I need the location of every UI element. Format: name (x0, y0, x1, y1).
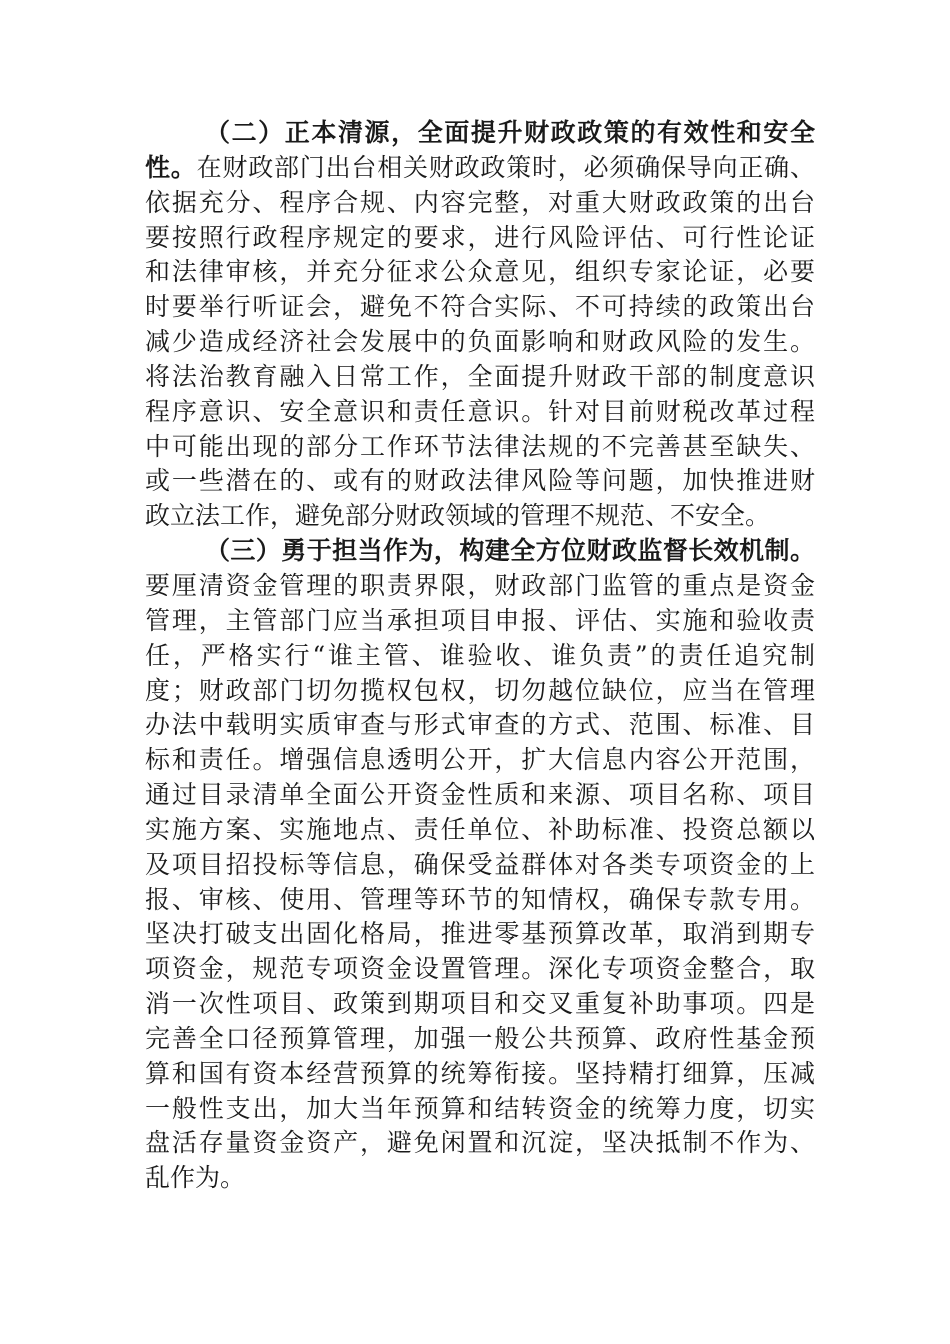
section-3-line: 任，严格实行“谁主管、谁验收、谁负责”的责任追究制 (145, 640, 815, 670)
section-2-line (145, 151, 815, 186)
section-2-line: 减少造成经济社会发展中的负面影响和财政风险的发生。 (145, 327, 815, 357)
section-2-line: 或一些潜在的、或有的财政法律风险等问题，加快推进财 (145, 466, 815, 496)
section-3-line: 坚决打破支出固化格局，推进零基预算改革，取消到期专 (145, 919, 815, 949)
section-3-line: 管理，主管部门应当承担项目申报、评估、实施和验收责 (145, 605, 815, 635)
section-2-heading-end: 性。 (145, 152, 197, 182)
section-3-line: 乱作为。 (145, 1163, 246, 1193)
section-3-line: 度；财政部门切勿揽权包权，切勿越位缺位，应当在管理 (145, 675, 815, 705)
section-3-line: 及项目招投标等信息，确保受益群体对各类专项资金的上 (145, 849, 815, 879)
section-3-line: 实施方案、实施地点、责任单位、补助标准、投资总额以 (145, 814, 815, 844)
section-2-heading: （二）正本清源，全面提升财政政策的有效性和安全 (205, 118, 815, 147)
section-2-line: 将法治教育融入日常工作，全面提升财政干部的制度意识 (145, 361, 815, 391)
section-3-line: 完善全口径预算管理，加强一般公共预算、政府性基金预 (145, 1023, 815, 1053)
section-2-line: 依据充分、程序合规、内容完整，对重大财政政策的出台 (145, 187, 815, 217)
section-3-line: 盘活存量资金资产，避免闲置和沉淀，坚决抵制不作为、 (145, 1128, 815, 1158)
section-3-heading: （三）勇于担当作为，构建全方位财政监督长效机制。 (205, 536, 815, 566)
section-3-line: 标和责任。增强信息透明公开，扩大信息内容公开范围， (145, 745, 815, 775)
section-3-line: 消一次性项目、政策到期项目和交叉重复补助事项。四是 (145, 989, 815, 1019)
section-2-line: 要按照行政程序规定的要求，进行风险评估、可行性论证 (145, 222, 815, 252)
section-2-line: 和法律审核，并充分征求公众意见，组织专家论证，必要 (145, 257, 815, 287)
section-2-line: 程序意识、安全意识和责任意识。针对目前财税改革过程 (145, 396, 815, 426)
section-3-line: 要厘清资金管理的职责界限，财政部门监管的重点是资金 (145, 570, 815, 600)
section-2-line: 中可能出现的部分工作环节法律法规的不完善甚至缺失、 (145, 431, 815, 461)
section-2-text: 在财政部门出台相关财政政策时，必须确保导向正确、 (196, 152, 815, 182)
section-3-line: 项资金，规范专项资金设置管理。深化专项资金整合，取 (145, 954, 815, 984)
section-2-line: 时要举行听证会，避免不符合实际、不可持续的政策出台 (145, 292, 815, 322)
document-body (145, 116, 815, 1196)
section-3-line: 报、审核、使用、管理等环节的知情权，确保专款专用。 (145, 884, 815, 914)
section-3-line: 办法中载明实质审查与形式审查的方式、范围、标准、目 (145, 710, 815, 740)
section-2-line: 政立法工作，避免部分财政领域的管理不规范、不安全。 (145, 501, 771, 531)
section-3-line: 算和国有资本经营预算的统筹衔接。坚持精打细算，压减 (145, 1058, 815, 1088)
section-3-line: 通过目录清单全面公开资金性质和来源、项目名称、项目 (145, 780, 815, 810)
section-3-line: 一般性支出，加大当年预算和结转资金的统筹力度，切实 (145, 1093, 815, 1123)
